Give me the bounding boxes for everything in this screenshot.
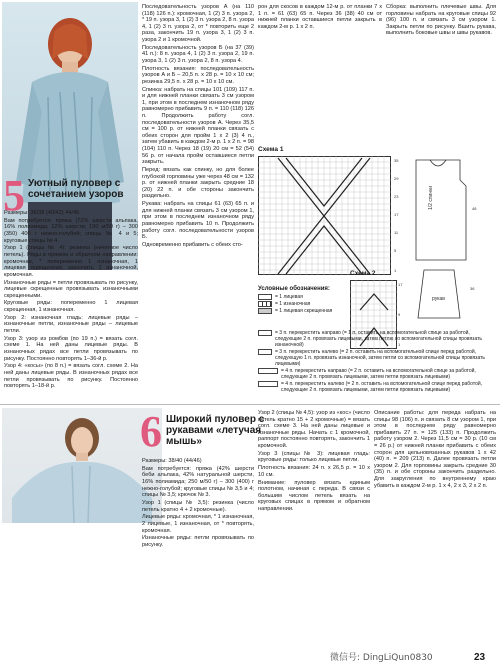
project5-text-col4: Сборка: выполнить плечевые швы. Для горловины набрать на круговые спицы 92 (96) 100 п. и связать 3 см узором 1. Закрыть петли по рисунку. Вшить рукава, выполнить боковые швы и швы рукавов. xyxy=(386,4,496,37)
legend-cables xyxy=(258,330,498,394)
watermark: 微信号: DingLiQun0830 xyxy=(330,653,433,663)
sweater-photo-6 xyxy=(2,408,162,523)
legend-item: = 3 п. перекрестить направо (= 1 п. оставить на вспомогательной спице за работой, следующие 2 п. провязать лицевыми, затем петлю со вспомогательной спицы провязать изнаночной) xyxy=(258,330,498,348)
svg-text:9: 9 xyxy=(398,312,401,317)
page-number: 23 xyxy=(474,652,486,663)
scheme1-title: Схема 1 xyxy=(258,146,284,153)
legend-item: = 3 п. перекрестить налево (= 2 п. оставить на вспомогательной спице перед работой, следующую 1 п. провязать изнаночной, затем петли со вспомогательной спицы провязать лицевыми) xyxy=(258,349,498,367)
project-number-5: 5 xyxy=(3,171,25,220)
legend-swatch-cable-r4 xyxy=(258,368,278,374)
legend-swatch-cable-r3 xyxy=(258,330,272,336)
project-number-6: 6 xyxy=(140,407,162,456)
model-figure-6 xyxy=(2,408,162,523)
svg-text:23: 23 xyxy=(394,194,399,199)
section-divider xyxy=(0,404,500,405)
project6-text-col2: Узор 2 (спицы № 4,5): узор из «кос» (число петель кратно 15 + 2 кромочные) = вязать согл. схеме 3. На ней даны лицевые и изнаночные ряды. Начать с 1 кромочной, раппорт постоянно повторять, закончить 1 кромочной. Узор 3 (спицы № 3): лицевая гладь: круговые ряды: только лицевые петли. Плотность вязания: 24 п. x 26,5 р. = 10 x 10 см. Внимание: пуловер вязать единым полотном, начиная с переда. В связи с большим числом петель вязать на круговых спицах в прямом и обратном направлении. xyxy=(258,410,370,512)
legend-swatch-knit xyxy=(258,294,272,300)
scheme1-chart xyxy=(258,156,408,276)
legend-item: = 1 изнаночная xyxy=(258,301,352,307)
project-title-6: Широкий пуловер с рукавами «летучая мышь» xyxy=(166,414,265,447)
project-title-5: Уютный пуловер с сочетанием узоров xyxy=(28,178,124,200)
svg-text:48: 48 xyxy=(472,206,477,211)
legend-swatch-cable-l4 xyxy=(258,381,278,387)
legend-swatch-cable-l3 xyxy=(258,349,272,355)
svg-text:17: 17 xyxy=(398,282,403,287)
legend xyxy=(258,286,352,315)
project5-text-col1: Размеры: 36/38 (40/42) 44/46 Вам потребуется: пряжа (72% шерсти альпака, 16% полиамида, 12% шерсти; 190 м/50 г) – 300 (350) 400 г нежно-голубой; спицы № 4 и 5; круговые спицы № 4. Узор 1 (спицы № 4): резинка (нечетное число петель). Ряды в прямом и обратном направлении: кромочная, * попеременно 1 изнаночная, 1 лицевая скрещенная, закончить 1 изнаночной, кромочная. Изнаночные ряды = петли провязывать по рисунку, лицевые скрещенные провязывать изнаночными скрещенными. Круговые ряды: попеременно 1 лицевая скрещенная, 1 изнаночная. Узор 2: изнаночная гладь: лицевые ряды – изнаночные петли, изнаночные ряды – лицевые петли. Узор 3: узор из ромбов (по 19 п.) = вязать согл. схеме 1. На ней даны лицевые ряды. В изнаночных рядах все петли провязывать по рисунку. Постоянно повторять 1–36-й р. Узор 4: «косы» (по 8 п.) = вязать согл. схеме 2. На ней даны лицевые ряды. В изнаночных рядах все петли провязывать по рисунку. Постоянно повторять 1–18-й р. xyxy=(4,210,138,390)
project5-text-col2: Последовательность узоров А (на 110 (118) 126 п.): кромочная, 1 (2) 3 п. узора 2, * 19 п. узора 3, 1 (2) 3 п. узора 2, 8 п. узора 4, 1 (2) 3 п. узора 2, от * повторить еще 2 раза, закончить 19 п. узора 3, 1 (2) 3 п. узора 2 и 1 кромочной. Последовательность узоров Б (на 37 (39) 41 п.): 8 п. узора 4, 1 (2) 3 п. узора 2, 19 п. узора 3, 1 (2) 3 п. узора 2, 8 п. узора 4. Плотность вязания: последовательность узоров А и Б – 20,5 п. x 28 р. = 10 x 10 см; резинка 29,5 п. x 28 р. = 10 x 10 см. Спинка: набрать на спицы 101 (109) 117 п. и для нижней планки связать 3 см узором 1, при этом в последнем изнаночном ряду равномерно прибавить 9 п. = 110 (118) 126 п. Продолжить работу согл. последовательности узоров А. Через 35,5 см = 100 р. от нижней планки связать с обеих сторон для пройм 1 x 2 (3) 4 п., затем убавить в каждом 2-м р. 1 x 2 п. = 98 (104) 110 п. Через 18 (19) 20 см = 52 (54) 56 р. от начала пройм оставшиеся петли закрыть. Перед: вязать как спинку, но для более глубокой горловины уже через 48 см = 132 р. от нижней планки закрыть средние 18 (20) 22 п. и обе стороны закончить раздельно. Рукава: набрать на спицы 61 (63) 65 п. и для нижней планки связать 3 см узором 1, при этом в последнем изнаночном ряду равномерно прибавить 10 п. Продолжить работу согл. последовательности узоров Б. Одновременно прибавить с обеих сто- xyxy=(142,4,254,248)
svg-text:11: 11 xyxy=(394,230,399,235)
svg-text:17: 17 xyxy=(394,212,399,217)
svg-text:5: 5 xyxy=(394,248,397,253)
project6-text-col1: Размеры: 38/40 (44/46) Вам потребуется: пряжа (42% шерсти беби альпака, 42% натуральной шерсти, 16% полиамида; 250 м/50 г) – 300 (400) г нежно-голубой; круговые спицы № 3,5 и 4; спицы № 3,5; крючок № 3. Узор 1 (спицы № 3,5): резинка (число петель кратно 4 + 2 кромочные). Лицевые ряды: кромочная, * 1 изнаночная, 2 лицевые, 1 изнаночная, от * повторять, кромочная. Изнаночные ряды: петли провязывать по рисунку. xyxy=(142,458,254,548)
legend-item: = 1 лицевая xyxy=(258,294,352,300)
legend-item: = 4 п. перекрестить налево (= 2 п. оставить на вспомогательной спице перед работой, следующие 2 п. провязать лицевыми, затем петли провязать лицевыми) xyxy=(258,381,498,393)
legend-item: = 1 лицевая скрещенная xyxy=(258,308,352,314)
pattern-schematic xyxy=(410,150,498,320)
svg-text:1/2 спинки: 1/2 спинки xyxy=(428,185,434,210)
svg-text:1: 1 xyxy=(394,268,397,273)
svg-text:29: 29 xyxy=(394,176,399,181)
project6-text-col3: Описание работы: для переда набрать на спицы 98 (106) п. и связать 8 см узором 1, при этом в последнем ряду равномерно прибавить 27 п. = 125 (133) п. Продолжить работу узором 2. Через 11,5 см = 30 р. (10 см = 26 р.) от нижней планки прибавить с обеих сторон для цельновязанных рукавов 1 x 42 (40) п. = 209 (213) п. Далее провязать петли узором 2. Для горловины закрыть средние 30 (35) п. и обе стороны закончить раздельно. Для закругления по внутреннему краю убавить в каждом 2-м р. 1 x 4, 2 x 3, 2 x 2 п. xyxy=(374,410,496,489)
project5-text-col3: рон для скосов в каждом 12-м р. от планки 7 x 1 п. = 61 (63) 65 п. Через 36 (38) 40 см от нижней планки оставшиеся петли закрыть в каждом 2-м р. 1 x 2 п. xyxy=(258,4,382,30)
scheme2-title: Схема 2 xyxy=(350,270,376,277)
legend-title: Условные обозначения: xyxy=(258,286,330,292)
legend-swatch-crossed xyxy=(258,308,272,314)
svg-text:36: 36 xyxy=(470,286,475,291)
svg-text:1: 1 xyxy=(398,342,401,347)
svg-text:рукав: рукав xyxy=(432,296,445,302)
legend-item: = 4 п. перекрестить направо (= 2 п. оставить на вспомогательной спице за работой, следующие 2 п. провязать лицевыми, затем петли провязать лицевыми) xyxy=(258,368,498,380)
legend-swatch-purl xyxy=(258,301,272,307)
svg-text:35: 35 xyxy=(394,158,399,163)
